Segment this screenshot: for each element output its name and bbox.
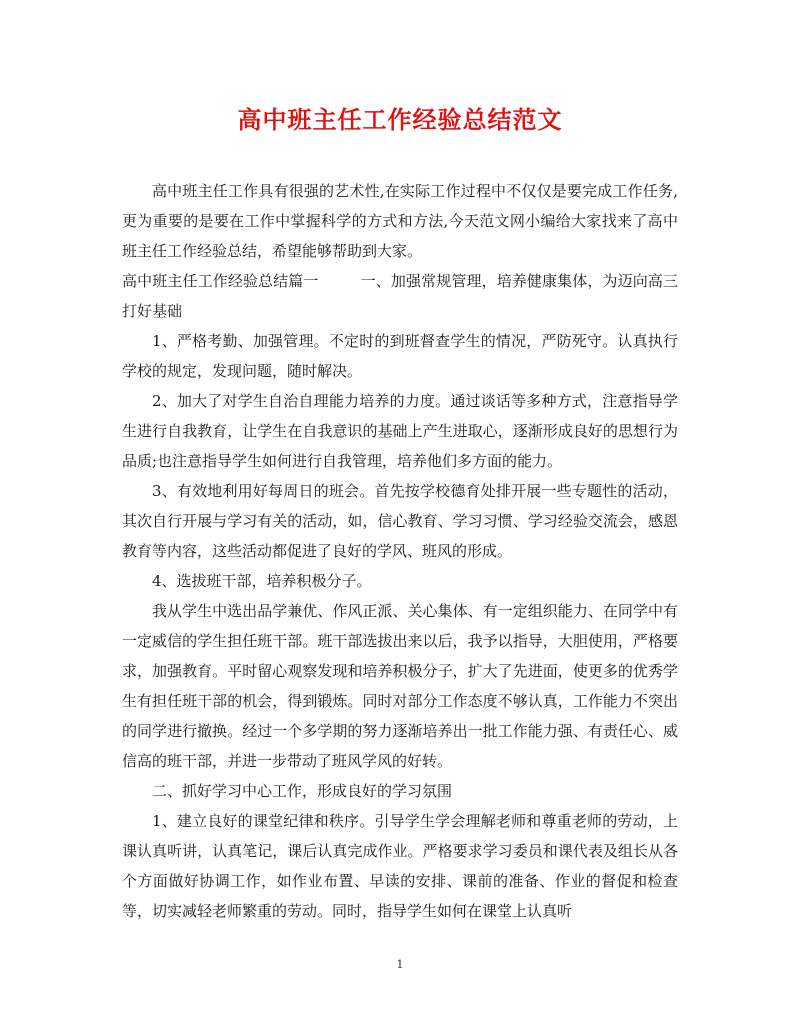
page-number: 1 (396, 958, 404, 971)
paragraph-4: 4、选拔班干部，培养积极分子。 (152, 572, 372, 590)
document-title: 高中班主任工作经验总结范文 (237, 105, 563, 134)
paragraph-3: 3、有效地利用好每周日的班会。首先按学校德育处排开展一些专题性的活动，其次自行开展与学习有关的活动，如，信心教育、学习习惯、学习经验交流会，感恩教育等内容，这些活动都促进了良好的学风、班风的形成。 (122, 482, 678, 560)
section-heading-paragraph (122, 266, 678, 326)
paragraph-5: 我从学生中选出品学兼优、作风正派、关心集体、有一定组织能力、在同学中有一定威信的学生担任班干部。班干部选拔出来以后，我予以指导，大胆使用，严格要求，加强教育。平时留心观察发现和培养积极分子，扩大了先进面，使更多的优秀学生有担任班干部的机会，得到锻炼。同时对部分工作态度不够认真，工作能力不突出的同学进行撤换。经过一个多学期的努力逐渐培养出一批工作能力强、有责任心、威信高的班干部，并进一步带动了班风学风的好转。 (122, 602, 678, 770)
section-heading-rest: 一、加强常规管理，培养健康集体，为迈向高三打好基础 (122, 272, 678, 320)
document-body (122, 176, 678, 926)
paragraph-6: 二、抓好学习中心工作，形成良好的学习氛围 (152, 782, 453, 800)
section-heading: 高中班主任工作经验总结篇一 (122, 272, 319, 290)
paragraph-1: 1、严格考勤、加强管理。不定时的到班督查学生的情况，严防死守。认真执行学校的规定，发现问题，随时解决。 (122, 332, 678, 380)
paragraph-2: 2、加大了对学生自治自理能力培养的力度。通过谈话等多种方式，注意指导学生进行自我教育，让学生在自我意识的基础上产生进取心，逐渐形成良好的思想行为品质;也注意指导学生如何进行自我管理，培养他们多方面的能力。 (122, 392, 678, 470)
intro-paragraph: 高中班主任工作具有很强的艺术性,在实际工作过程中不仅仅是要完成工作任务,更为重要的是要在工作中掌握科学的方式和方法,今天范文网小编给大家找来了高中班主任工作经验总结，希望能够帮助到大家。 (122, 182, 678, 260)
paragraph-7: 1、建立良好的课堂纪律和秩序。引导学生学会理解老师和尊重老师的劳动，上课认真听讲，认真笔记，课后认真完成作业。严格要求学习委员和课代表及组长从各个方面做好协调工作，如作业布置、早读的安排、课前的准备、作业的督促和检查等，切实减轻老师繁重的劳动。同时，指导学生如何在课堂上认真听 (122, 812, 678, 920)
